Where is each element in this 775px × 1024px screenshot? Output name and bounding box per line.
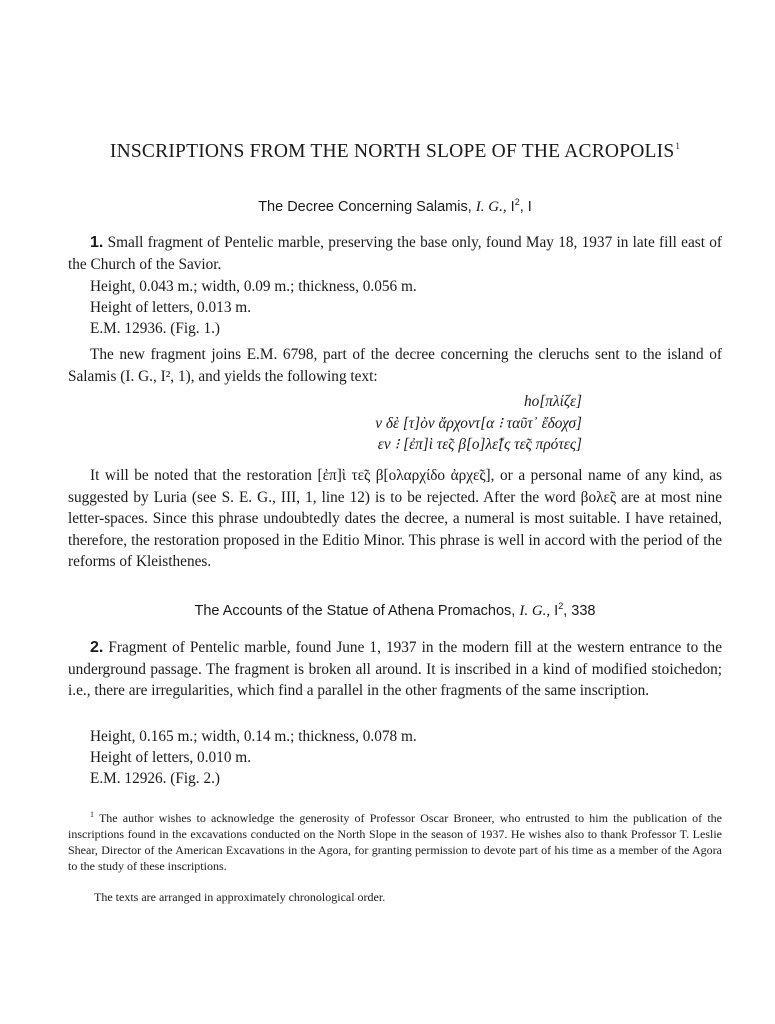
footnote-continuation: The texts are arranged in approximately chronological order.	[94, 890, 386, 904]
page-title-text: INSCRIPTIONS FROM THE NORTH SLOPE OF THE ACROPOLIS	[109, 141, 675, 162]
greek-text-line-2: ν δὲ [τ]ὸν ἄρχοντ[α ⁝ ταῦτ᾿ ἔδοχσ]	[375, 415, 582, 432]
paragraph-discussion: It will be noted that the restoration [ἐπ]ὶ τε̃ς β[ολαρχίδο ἀρχε̃ς], or a personal name of any kind, as suggested by Luria (see S. E. G., III, 1, line 12) is to be rejected. After the word βολε̃ς are at most nine letter-spaces. Since this phrase undoubtedly dates the decree, a numeral is most suitable. I have retained, therefore, the restoration proposed in the Editio Minor. This phrase is well in accord with the period of the reforms of Kleisthenes.	[68, 467, 722, 570]
paragraph-fragment-2	[68, 637, 722, 702]
section-heading-text: The Accounts of the Statue of Athena Promachos,	[194, 603, 516, 619]
greek-text-line-3: εν ⁝ [ἐπ]ὶ τε̃ς β[ο]λε̃[ς τε̃ς πρότες]	[377, 436, 582, 453]
section-heading-salamis: The Decree Concerning Salamis, I. G., $I^2$, I	[258, 197, 532, 215]
letter-height-line: Height of letters, 0.010 m.	[90, 749, 252, 766]
dimensions-line: Height, 0.165 m.; width, 0.14 m.; thickness, 0.078 m.	[90, 728, 417, 745]
page-title	[68, 141, 722, 163]
letter-height-line: Height of letters, 0.013 m.	[90, 299, 252, 316]
section-heading-text: The Decree Concerning Salamis,	[258, 199, 472, 215]
paragraph-text: Small fragment of Pentelic marble, preserving the base only, found May 18, 1937 in late fill east of the Church of the Savior.	[68, 234, 722, 273]
footnote	[68, 807, 722, 874]
section-heading-promachos: The Accounts of the Statue of Athena Promachos, I. G., $I^2$, 338	[194, 601, 596, 619]
section-heading-sup: 2	[558, 601, 564, 611]
paragraph-join: The new fragment joins E.M. 6798, part of the decree concerning the cleruchs sent to the island of Salamis (I. G., I², 1), and yields the following text:	[68, 346, 722, 385]
title-footnote-marker: 1	[675, 141, 681, 151]
footnote-marker: 1	[90, 810, 94, 819]
section-heading-ref: I. G.,	[475, 199, 507, 215]
footnote-text: The author wishes to acknowledge the generosity of Professor Oscar Broneer, who entrusted to him the publication of the inscriptions found in the excavations conducted on the North Slope in the season of 1937. He wishes also to thank Professor T. Leslie Shear, Director of the American Excavations in the Agora, for granting permission to devote part of his time as a member of the Agora to the study of these inscriptions.	[68, 811, 722, 873]
dimensions-line: Height, 0.043 m.; width, 0.09 m.; thickness, 0.056 m.	[90, 278, 417, 295]
greek-text-line-1: ho[πλίζε]	[524, 393, 582, 410]
section-heading-tail: 338	[571, 603, 596, 619]
museum-number-line: E.M. 12936. (Fig. 1.)	[90, 320, 221, 337]
paragraph-text: Fragment of Pentelic marble, found June 1, 1937 in the modern fill at the western entrance to the underground passage. The fragment is broken all around. It is inscribed in a kind of modified stoichedon; i.e., there are irregularities, which find a parallel in the other fragments of the same inscription.	[68, 639, 722, 699]
section-heading-tail: I	[527, 199, 532, 215]
section-heading-sup: 2	[514, 197, 520, 207]
section-heading-ref: I. G.,	[519, 603, 551, 619]
paragraph-fragment-1	[68, 232, 722, 275]
entry-number: 2.	[90, 639, 104, 656]
museum-number-line: E.M. 12926. (Fig. 2.)	[90, 770, 221, 787]
entry-number: 1.	[90, 234, 104, 251]
